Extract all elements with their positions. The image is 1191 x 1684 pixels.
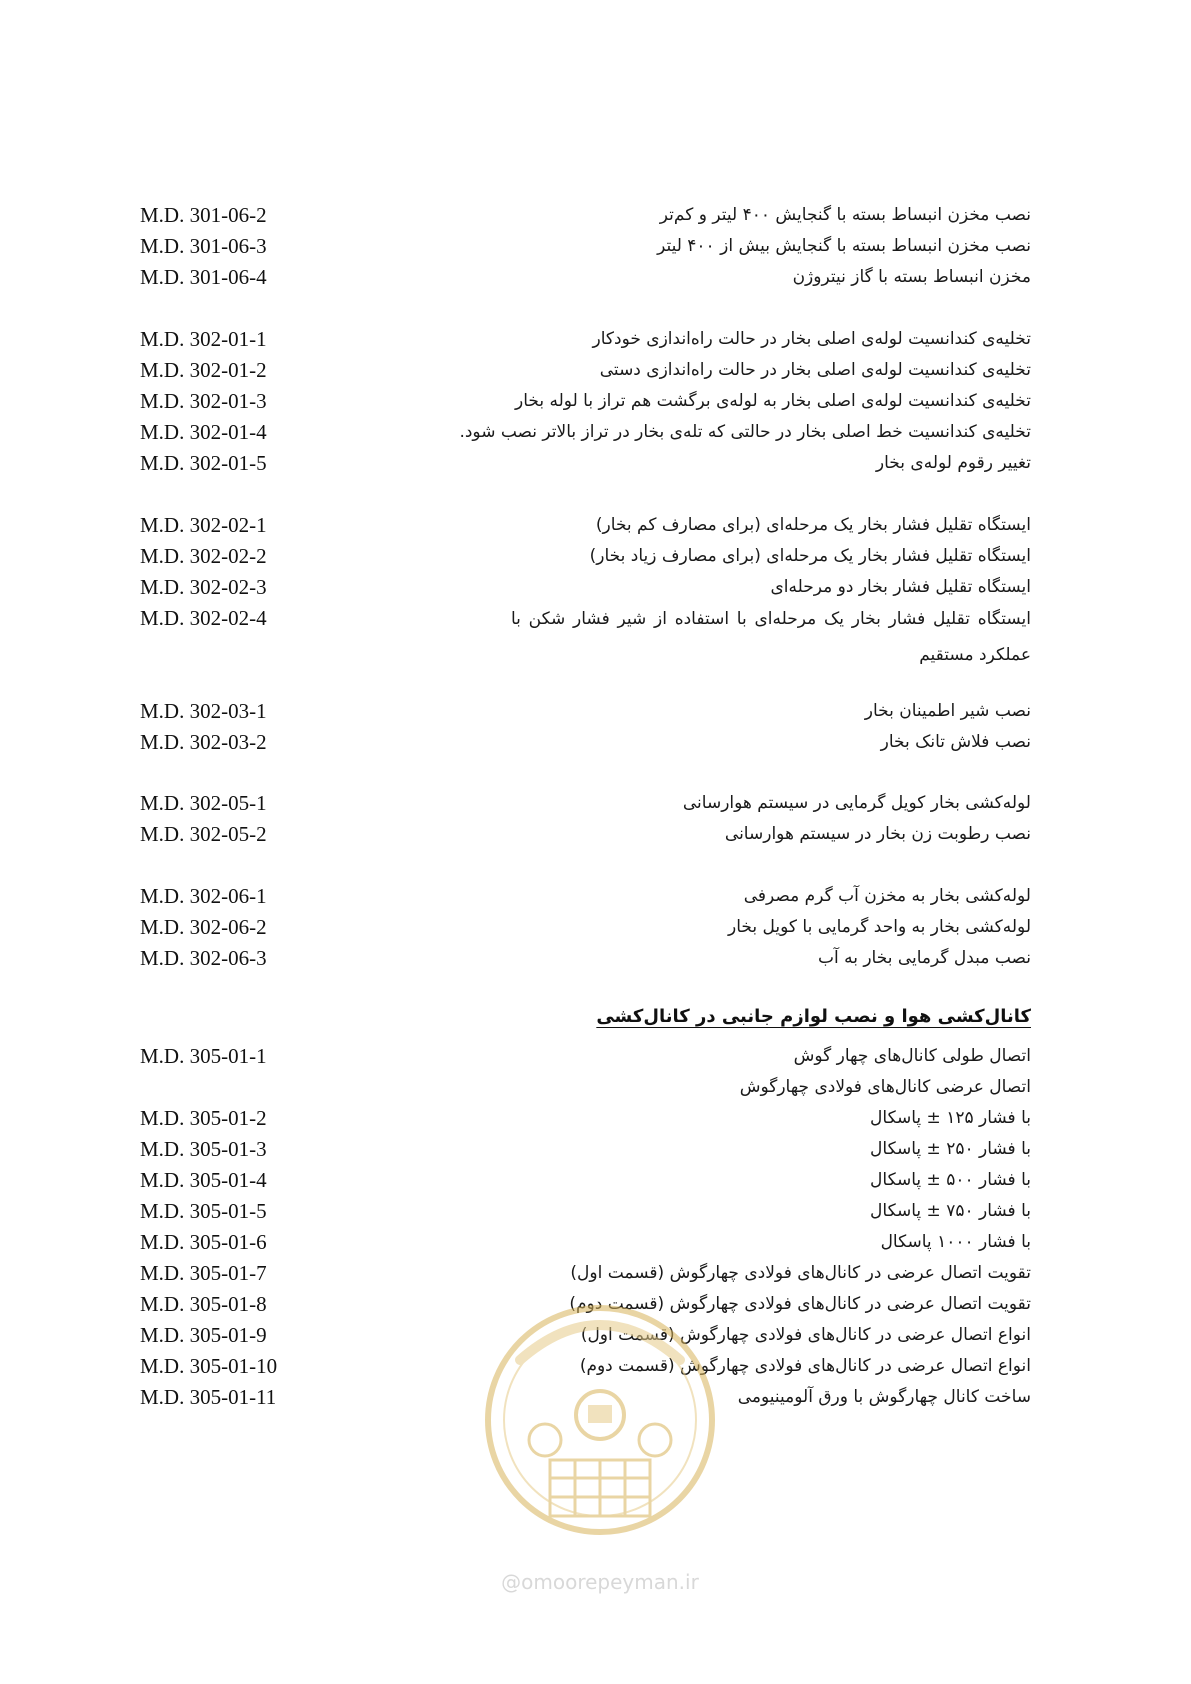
item-title: ایستگاه تقلیل فشار بخار دو مرحله‌ای [770, 577, 1031, 597]
list-item [0, 817, 1191, 851]
item-code: M.D. 302-02-4 [140, 606, 267, 630]
list-item [0, 1101, 1191, 1135]
list-item [0, 1194, 1191, 1228]
list-item [0, 570, 1191, 604]
item-code: M.D. 302-02-1 [140, 513, 267, 537]
watermark-text: @omoorepeyman.ir [501, 1570, 699, 1594]
list-item [0, 694, 1191, 728]
item-code: M.D. 305-01-8 [140, 1292, 267, 1316]
item-title: مخزن انبساط بسته با گاز نیتروژن [792, 267, 1031, 287]
section-heading: کانال‌کشی هوا و نصب لوازم جانبی در کانال‌کشی [596, 1006, 1031, 1027]
item-title: نصب مبدل گرمایی بخار به آب [817, 948, 1031, 968]
list-item [0, 539, 1191, 573]
item-code: M.D. 302-06-1 [140, 884, 267, 908]
item-code: M.D. 305-01-10 [140, 1354, 278, 1378]
item-title: با فشار ۱۰۰۰ پاسکال [880, 1232, 1031, 1252]
item-code: M.D. 302-02-3 [140, 575, 267, 599]
item-title: نصب شیر اطمینان بخار [864, 701, 1031, 721]
item-code: M.D. 305-01-4 [140, 1168, 267, 1192]
list-item [0, 1039, 1191, 1073]
list-item [0, 1163, 1191, 1197]
item-title: اتصال طولی کانال‌های چهار گوش [793, 1046, 1031, 1066]
item-title: لوله‌کشی بخار به مخزن آب گرم مصرفی [743, 886, 1031, 906]
item-code: M.D. 302-01-4 [140, 420, 267, 444]
list-item [0, 786, 1191, 820]
item-code: M.D. 305-01-6 [140, 1230, 267, 1254]
item-title: تخلیه‌ی کندانسیت لوله‌ی اصلی بخار در حالت راه‌اندازی خودکار [592, 329, 1031, 349]
list-item [0, 1070, 1191, 1104]
item-title: با فشار ۲۵۰ ± پاسکال [870, 1139, 1031, 1159]
list-item [0, 322, 1191, 356]
item-title: نصب مخزن انبساط بسته با گنجایش ۴۰۰ لیتر و کم‌تر [659, 205, 1031, 225]
item-code: M.D. 302-03-2 [140, 730, 267, 754]
list-item [0, 725, 1191, 759]
item-title: نصب مخزن انبساط بسته با گنجایش بیش از ۴۰۰ لیتر [657, 236, 1031, 256]
item-code: M.D. 301-06-2 [140, 203, 267, 227]
item-code: M.D. 305-01-9 [140, 1323, 267, 1347]
list-item [0, 229, 1191, 263]
item-code: M.D. 302-05-1 [140, 791, 267, 815]
item-title: تخلیه‌ی کندانسیت خط اصلی بخار در حالتی که تله‌ی بخار در تراز بالاتر نصب شود. [459, 422, 1031, 442]
item-code: M.D. 305-01-2 [140, 1106, 267, 1130]
list-item [0, 1132, 1191, 1166]
list-item [0, 198, 1191, 232]
list-item [0, 508, 1191, 542]
item-title: ساخت کانال چهارگوش با ورق آلومینیومی [737, 1387, 1031, 1407]
item-title: لوله‌کشی بخار به واحد گرمایی با کویل بخار [728, 917, 1031, 937]
item-code: M.D. 305-01-7 [140, 1261, 267, 1285]
item-title: انواع اتصال عرضی در کانال‌های فولادی چهارگوش (قسمت اول) [580, 1325, 1031, 1345]
item-title: با فشار ۱۲۵ ± پاسکال [870, 1108, 1031, 1128]
item-code: M.D. 305-01-5 [140, 1199, 267, 1223]
item-title: ایستگاه تقلیل فشار بخار یک مرحله‌ای (برای مصارف زیاد بخار) [589, 546, 1031, 566]
item-code: M.D. 302-02-2 [140, 544, 267, 568]
item-code: M.D. 302-01-5 [140, 451, 267, 475]
list-item [0, 601, 1191, 673]
item-title: ایستگاه تقلیل فشار بخار یک مرحله‌ای (برای مصارف کم بخار) [595, 515, 1031, 535]
list-item [0, 384, 1191, 418]
item-code: M.D. 302-06-3 [140, 946, 267, 970]
item-title: انواع اتصال عرضی در کانال‌های فولادی چهارگوش (قسمت دوم) [579, 1356, 1031, 1376]
watermark-seal [480, 1300, 720, 1594]
list-item [0, 260, 1191, 294]
item-code: M.D. 302-05-2 [140, 822, 267, 846]
item-title: نصب فلاش تانک بخار [880, 732, 1031, 752]
seal-logo-icon [480, 1300, 720, 1560]
list-item [0, 353, 1191, 387]
item-title: ایستگاه تقلیل فشار بخار یک مرحله‌ای با استفاده از شیر فشار شکن با عملکرد مستقیم [511, 609, 1031, 665]
item-code: M.D. 301-06-4 [140, 265, 267, 289]
list-item [0, 1225, 1191, 1259]
item-title: تقویت اتصال عرضی در کانال‌های فولادی چهارگوش (قسمت اول) [570, 1263, 1031, 1283]
list-item [0, 446, 1191, 480]
item-code: M.D. 302-01-2 [140, 358, 267, 382]
item-code: M.D. 302-06-2 [140, 915, 267, 939]
list-item [0, 879, 1191, 913]
item-title: تخلیه‌ی کندانسیت لوله‌ی اصلی بخار به لوله‌ی برگشت هم تراز با لوله بخار [515, 391, 1031, 411]
item-code: M.D. 305-01-1 [140, 1044, 267, 1068]
item-title: تغییر رقوم لوله‌ی بخار [875, 453, 1031, 473]
item-code: M.D. 302-01-3 [140, 389, 267, 413]
item-code: M.D. 305-01-11 [140, 1385, 277, 1409]
item-title: نصب رطوبت زن بخار در سیستم هوارسانی [724, 824, 1031, 844]
list-item [0, 910, 1191, 944]
item-title: لوله‌کشی بخار کویل گرمایی در سیستم هوارسانی [682, 793, 1031, 813]
item-code: M.D. 302-01-1 [140, 327, 267, 351]
item-title: با فشار ۵۰۰ ± پاسکال [870, 1170, 1031, 1190]
item-code: M.D. 301-06-3 [140, 234, 267, 258]
item-code: M.D. 305-01-3 [140, 1137, 267, 1161]
item-title: اتصال عرضی کانال‌های فولادی چهارگوش [739, 1077, 1031, 1097]
item-title: با فشار ۷۵۰ ± پاسکال [870, 1201, 1031, 1221]
list-item [0, 415, 1191, 449]
item-title: تخلیه‌ی کندانسیت لوله‌ی اصلی بخار در حالت راه‌اندازی دستی [599, 360, 1031, 380]
item-title: تقویت اتصال عرضی در کانال‌های فولادی چهارگوش (قسمت دوم) [569, 1294, 1031, 1314]
item-code: M.D. 302-03-1 [140, 699, 267, 723]
list-item [0, 941, 1191, 975]
list-item [0, 1256, 1191, 1290]
